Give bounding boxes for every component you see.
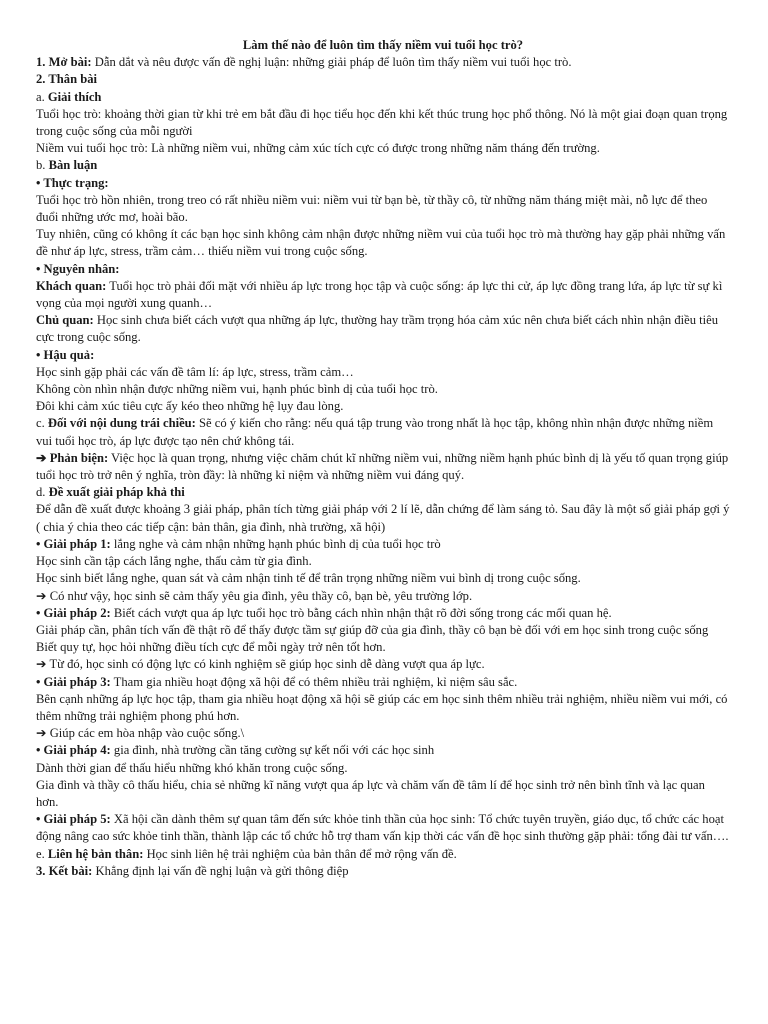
paragraph-heading: 3. Kết bài: bbox=[36, 863, 93, 878]
paragraph bbox=[36, 553, 730, 570]
paragraph bbox=[36, 760, 730, 777]
paragraph-heading: • Giải pháp 1: bbox=[36, 536, 111, 551]
paragraph-text: Tuổi học trò phải đối mặt với nhiều áp lực trong học tập và cuộc sống: áp lực thi cử, áp lực đồng trang lứa, áp lực từ sự kì vọng của mọi người xung quanh… bbox=[36, 278, 723, 311]
paragraph bbox=[36, 398, 730, 415]
paragraph-text: Đôi khi cảm xúc tiêu cực ấy kéo theo những hệ lụy đau lòng. bbox=[36, 399, 344, 414]
paragraph-text: Bên cạnh những áp lực học tập, tham gia nhiều hoạt động xã hội sẽ giúp các em học sinh thêm nhiều trải nghiệm, nhiều niềm vui mới, có thêm những trải nghiệm phong phú hơn. bbox=[36, 691, 728, 723]
paragraph bbox=[36, 484, 730, 501]
paragraph bbox=[36, 570, 730, 587]
paragraph-text: Để dẫn đề xuất được khoảng 3 giải pháp, phân tích từng giải pháp với 2 lí lẽ, dẫn chứng để làm sáng tỏ. Sau đây là một số giải pháp gợi ý ( chia ý chia theo các tiếp cận: bản thân, gia đình, nhà trường, xã hội) bbox=[36, 502, 730, 534]
paragraph bbox=[36, 725, 730, 742]
paragraph bbox=[36, 415, 730, 449]
paragraph-text: Tuổi học trò: khoảng thời gian từ khi trẻ em bắt đầu đi học tiểu học đến khi kết thúc trung học phổ thông. Nó là một giai đoạn quan trọng trong cuộc sống của mỗi người bbox=[36, 106, 728, 139]
paragraph bbox=[36, 691, 730, 725]
paragraph-text: ➔ Giúp các em hòa nhập vào cuộc sống.\ bbox=[36, 726, 245, 741]
paragraph bbox=[36, 588, 730, 605]
paragraph bbox=[36, 674, 730, 691]
paragraph bbox=[36, 639, 730, 656]
document-page bbox=[36, 37, 730, 880]
paragraph-text: ➔ Từ đó, học sinh có động lực có kinh nghiệm sẽ giúp học sinh dễ dàng vượt qua áp lực. bbox=[36, 657, 485, 672]
paragraph bbox=[36, 175, 730, 192]
paragraph bbox=[36, 863, 730, 880]
paragraph-text: Giải pháp cần, phân tích vấn đề thật rõ để thấy được tầm sự giúp đỡ của gia đình, thầy cô bạn bè đối với em học sinh trong cuộc sống bbox=[36, 622, 709, 637]
paragraph-heading: Đề xuất giải pháp khả thi bbox=[48, 485, 185, 500]
paragraph bbox=[36, 536, 730, 553]
paragraph-heading: • Thực trạng: bbox=[36, 175, 109, 190]
paragraph bbox=[36, 656, 730, 673]
paragraph-heading: ➔ Phản biện: bbox=[36, 450, 109, 465]
paragraph-text: gia đình, nhà trường cần tăng cường sự kết nối với các học sinh bbox=[110, 743, 435, 758]
paragraph bbox=[36, 742, 730, 759]
paragraph-prefix: b. bbox=[36, 158, 49, 173]
paragraph-text: lắng nghe và cảm nhận những hạnh phúc bình dị của tuổi học trò bbox=[110, 536, 441, 551]
paragraph-heading: Khách quan: bbox=[36, 278, 107, 293]
paragraph bbox=[36, 347, 730, 364]
paragraph-text: Gia đình và thầy cô thấu hiểu, chia sẻ những kĩ năng vượt qua áp lực và chăm vấn đề tâm lí để học sinh trở nên bình tĩnh và lạc quan hơn. bbox=[36, 777, 705, 809]
paragraph bbox=[36, 278, 730, 312]
paragraph-text: Xã hội cần dành thêm sự quan tâm đến sức khỏe tinh thần của học sinh: Tổ chức tuyên truyền, giáo dục, tổ chức các hoạt động nâng cao sức khỏe tinh thần, thành lập các tổ chức hỗ trợ tham vấn kịp thời các vấn đề học sinh thường gặp phải: tổng đài tư vấn…. bbox=[36, 812, 729, 844]
paragraph-heading: Bàn luận bbox=[48, 158, 98, 173]
paragraph-text: Học sinh cần tập cách lắng nghe, thấu cảm từ gia đình. bbox=[36, 554, 312, 569]
paragraph-text: Việc học là quan trọng, nhưng việc chăm chút kĩ những niềm vui, những niềm hạnh phúc bình dị là yếu tố quan trọng giúp tuổi học trò trở nên ý nghĩa, tròn đầy: là những kỉ niệm và những niềm vui đáng quý. bbox=[36, 450, 729, 483]
paragraph-prefix: c. bbox=[36, 416, 48, 431]
paragraph bbox=[36, 71, 730, 88]
paragraph-text: Học sinh liên hệ trải nghiệm của bản thân để mở rộng vấn đề. bbox=[143, 846, 457, 861]
paragraph-heading: • Hậu quả: bbox=[36, 347, 95, 362]
paragraph bbox=[36, 106, 730, 140]
paragraph-text: ➔ Có như vậy, học sinh sẽ cảm thấy yêu gia đình, yêu thầy cô, bạn bè, yêu trường lớp. bbox=[36, 588, 473, 603]
paragraph bbox=[36, 811, 730, 845]
paragraph bbox=[36, 605, 730, 622]
paragraph-prefix: e. bbox=[36, 846, 48, 861]
paragraph bbox=[36, 89, 730, 106]
paragraph bbox=[36, 157, 730, 174]
paragraph-heading: 1. Mở bài: bbox=[36, 55, 92, 70]
paragraph-text: Niềm vui tuổi học trò: Là những niềm vui, những cảm xúc tích cực có được trong những năm tháng đến trường. bbox=[36, 141, 600, 156]
paragraph bbox=[36, 261, 730, 278]
paragraph bbox=[36, 381, 730, 398]
paragraph bbox=[36, 140, 730, 157]
paragraph-heading: • Giải pháp 2: bbox=[36, 605, 111, 620]
paragraph bbox=[36, 777, 730, 811]
paragraph-heading: • Giải pháp 4: bbox=[36, 743, 111, 758]
paragraph-text: Dẫn dắt và nêu được vấn đề nghị luận: những giải pháp để luôn tìm thấy niềm vui tuổi học trò. bbox=[91, 55, 572, 70]
paragraph bbox=[36, 846, 730, 863]
paragraph-heading: Giải thích bbox=[47, 89, 102, 104]
paragraph-text: Khẳng định lại vấn đề nghị luận và gửi thông điệp bbox=[92, 863, 349, 878]
document-body bbox=[36, 54, 730, 880]
paragraph bbox=[36, 450, 730, 484]
paragraph-text: Học sinh chưa biết cách vượt qua những áp lực, thường hay trầm trọng hóa cảm xúc nên chưa biết cách nhìn nhận điều tiêu cực trong cuộc sống. bbox=[36, 313, 719, 345]
paragraph-heading: Liên hệ bản thân: bbox=[47, 846, 144, 861]
paragraph-text: Học sinh gặp phải các vấn đề tâm lí: áp lực, stress, trầm cảm… bbox=[36, 364, 354, 379]
paragraph-heading: • Giải pháp 5: bbox=[36, 812, 111, 827]
paragraph-text: Tham gia nhiều hoạt động xã hội để có thêm nhiều trải nghiệm, kỉ niệm sâu sắc. bbox=[110, 674, 518, 689]
paragraph bbox=[36, 54, 730, 71]
paragraph-text: Tuổi học trò hồn nhiên, trong treo có rất nhiều niềm vui: niềm vui từ bạn bè, từ thầy cô, từ những năm tháng miệt mài, nỗ lực để theo đuổi những ước mơ, hoài bão. bbox=[36, 192, 708, 225]
paragraph-text: Học sinh biết lắng nghe, quan sát và cảm nhận tinh tế để trân trọng những niềm vui bình dị trong cuộc sống. bbox=[36, 571, 581, 586]
paragraph bbox=[36, 364, 730, 381]
paragraph bbox=[36, 312, 730, 346]
paragraph-heading: • Nguyên nhân: bbox=[36, 261, 120, 276]
page-title: Làm thế nào để luôn tìm thấy niềm vui tuổi học trò? bbox=[242, 38, 524, 52]
paragraph bbox=[36, 192, 730, 226]
paragraph-text: Biết quy tự, học hỏi những điều tích cực để mỗi ngày trở nên tốt hơn. bbox=[36, 640, 386, 655]
paragraph-heading: Chủ quan: bbox=[36, 313, 94, 328]
paragraph-text: Dành thời gian để thấu hiểu những khó khăn trong cuộc sống. bbox=[36, 760, 348, 775]
paragraph-prefix: a. bbox=[36, 89, 48, 104]
paragraph-heading: Đối với nội dung trái chiều: bbox=[47, 416, 196, 431]
paragraph-text: Sẽ có ý kiến cho rằng: nếu quá tập trung vào trong nhất là học tập, không nhìn nhận được những niềm vui tuổi học trò, áp lực được tạo nên chứ không tái. bbox=[36, 416, 714, 448]
paragraph-text: Tuy nhiên, cũng có không ít các bạn học sinh không cảm nhận được những niềm vui của tuổi học trò mà thường hay gặp phải những vấn đề như áp lực, stress, trầm cảm… thiếu niềm vui trong cuộc sống. bbox=[36, 227, 726, 259]
paragraph-heading: 2. Thân bài bbox=[36, 72, 98, 87]
paragraph-text: Không còn nhìn nhận được những niềm vui, hạnh phúc bình dị của tuổi học trò. bbox=[36, 382, 438, 397]
paragraph bbox=[36, 501, 730, 535]
paragraph bbox=[36, 226, 730, 260]
paragraph-prefix: d. bbox=[36, 485, 49, 500]
paragraph-heading: • Giải pháp 3: bbox=[36, 674, 111, 689]
paragraph-text: Biết cách vượt qua áp lực tuổi học trò bằng cách nhìn nhận thật rõ đời sống trong các mối quan hệ. bbox=[110, 605, 612, 620]
paragraph bbox=[36, 622, 730, 639]
